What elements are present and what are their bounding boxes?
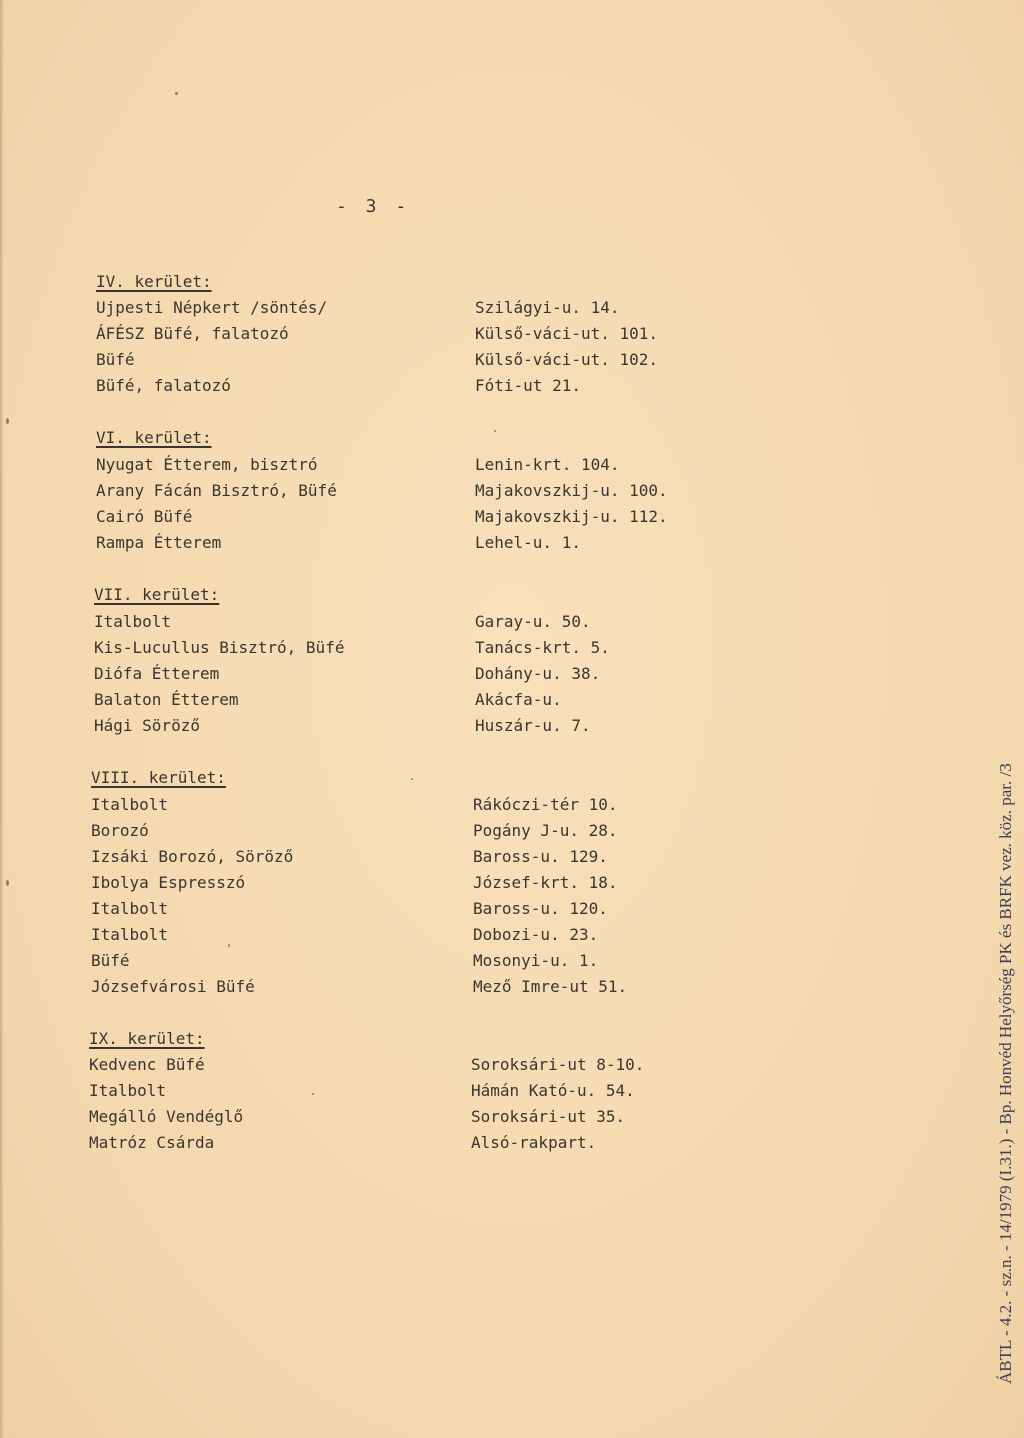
- venue-name: Diófa Étterem: [94, 664, 220, 683]
- paper-speck: [6, 880, 9, 886]
- venue-address: Dohány-u. 38.: [475, 664, 601, 683]
- venue-name: Italbolt: [89, 1081, 167, 1100]
- venue-name: Józsefvárosi Büfé: [91, 977, 255, 996]
- venue-name: Nyugat Étterem, bisztró: [96, 455, 318, 474]
- paper-speck: [494, 430, 496, 432]
- venue-address: Mező Imre-ut 51.: [473, 977, 628, 996]
- district-heading: VII. kerület:: [94, 585, 220, 604]
- venue-address: Lehel-u. 1.: [475, 533, 581, 552]
- venue-address: Dobozi-u. 23.: [473, 925, 599, 944]
- venue-name: Megálló Vendéglő: [89, 1107, 244, 1126]
- venue-name: Ujpesti Népkert /söntés/: [96, 298, 328, 317]
- venue-name: ÁFÉSZ Büfé, falatozó: [96, 324, 289, 343]
- venue-address: Majakovszkij-u. 100.: [475, 481, 668, 500]
- venue-address: Majakovszkij-u. 112.: [475, 507, 668, 526]
- venue-address: Külső-váci-ut. 102.: [475, 350, 659, 369]
- venue-address: Rákóczi-tér 10.: [473, 795, 618, 814]
- venue-address: Alsó-rakpart.: [471, 1133, 597, 1152]
- venue-address: Mosonyi-u. 1.: [473, 951, 599, 970]
- venue-name: Kis-Lucullus Bisztró, Büfé: [94, 638, 345, 657]
- venue-address: Huszár-u. 7.: [475, 716, 591, 735]
- venue-address: Hámán Kató-u. 54.: [471, 1081, 635, 1100]
- venue-address: Soroksári-ut 8-10.: [471, 1055, 645, 1074]
- venue-name: Cairó Büfé: [96, 507, 193, 526]
- venue-address: Pogány J-u. 28.: [473, 821, 618, 840]
- paper-speck: [228, 944, 230, 947]
- venue-name: Kedvenc Büfé: [89, 1055, 205, 1074]
- venue-name: Italbolt: [91, 899, 169, 918]
- paper-edge: [0, 0, 4, 1438]
- paper-speck: [411, 778, 413, 780]
- venue-name: Büfé: [91, 951, 130, 970]
- district-heading: VI. kerület:: [96, 428, 212, 447]
- venue-address: Lenin-krt. 104.: [475, 455, 620, 474]
- venue-address: Akácfa-u.: [475, 690, 562, 709]
- venue-address: Szilágyi-u. 14.: [475, 298, 620, 317]
- venue-address: Külső-váci-ut. 101.: [475, 324, 659, 343]
- venue-address: Baross-u. 129.: [473, 847, 608, 866]
- venue-name: Büfé, falatozó: [96, 376, 231, 395]
- venue-name: Borozó: [91, 821, 149, 840]
- venue-name: Italbolt: [91, 795, 169, 814]
- venue-name: Hági Söröző: [94, 716, 200, 735]
- district-heading: IV. kerület:: [96, 272, 212, 291]
- venue-address: Garay-u. 50.: [475, 612, 591, 631]
- venue-address: Fóti-ut 21.: [475, 376, 581, 395]
- district-heading: IX. kerület:: [89, 1029, 205, 1048]
- venue-name: Izsáki Borozó, Söröző: [91, 847, 294, 866]
- paper-speck: [6, 418, 9, 424]
- venue-name: Matróz Csárda: [89, 1133, 215, 1152]
- venue-address: József-krt. 18.: [473, 873, 618, 892]
- paper-speck: [175, 92, 178, 95]
- venue-address: Tanács-krt. 5.: [475, 638, 610, 657]
- paper-speck: [312, 1093, 314, 1095]
- venue-address: Soroksári-ut 35.: [471, 1107, 626, 1126]
- archive-reference: ÁBTL - 4.2. - sz.n. - 14/1979 (I.31.) - Bp. Honvéd Helyőrség PK és BRFK vez. köz. par. /3: [996, 763, 1015, 1384]
- venue-name: Büfé: [96, 350, 135, 369]
- venue-name: Ibolya Espresszó: [91, 873, 246, 892]
- venue-name: Balaton Étterem: [94, 690, 239, 709]
- venue-name: Arany Fácán Bisztró, Büfé: [96, 481, 337, 500]
- district-heading: VIII. kerület:: [91, 768, 226, 787]
- venue-name: Rampa Étterem: [96, 533, 222, 552]
- venue-name: Italbolt: [91, 925, 169, 944]
- venue-name: Italbolt: [94, 612, 172, 631]
- venue-address: Baross-u. 120.: [473, 899, 608, 918]
- page-number: - 3 -: [336, 196, 411, 217]
